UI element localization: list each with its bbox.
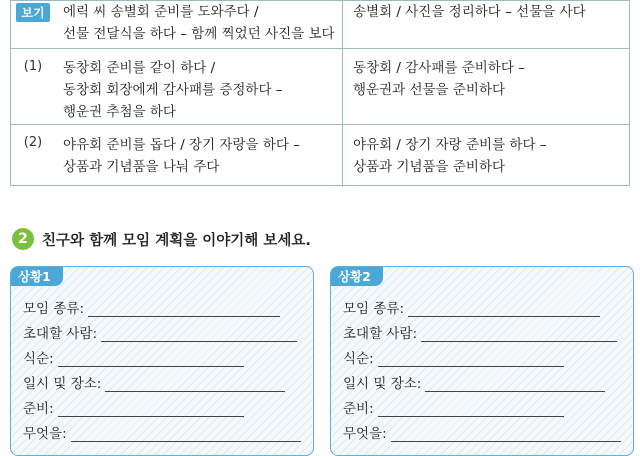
field-label: 무엇을:: [23, 426, 67, 442]
answer-blank[interactable]: [378, 351, 564, 367]
field-label: 준비:: [23, 401, 54, 417]
column-divider: [342, 1, 343, 48]
section-number-badge: 2: [12, 228, 34, 250]
column-divider: [342, 49, 343, 124]
answer-blank[interactable]: [71, 426, 301, 442]
row-number: (1): [23, 59, 43, 74]
form-field: [343, 422, 621, 442]
table-row: [11, 49, 629, 125]
form-field: [23, 347, 244, 367]
table-row-example: [11, 1, 629, 49]
answer-blank[interactable]: [105, 376, 285, 392]
example-left-line: 에릭 씨 송별회 준비를 도와주다 /: [63, 4, 259, 20]
example-badge: 보기: [16, 3, 49, 22]
situation-box-1: [10, 266, 314, 456]
field-label: 식순:: [23, 351, 54, 367]
row-number: (2): [23, 135, 43, 150]
form-field: [343, 397, 564, 417]
row-right-line: 상품과 기념품을 준비하다: [353, 159, 506, 175]
example-label: [15, 3, 51, 22]
row-left-line: 야유회 준비를 돕다 / 장기 자랑을 하다 –: [63, 137, 300, 153]
answer-blank[interactable]: [391, 426, 621, 442]
row-left-line: 동창회 준비를 같이 하다 /: [63, 60, 216, 76]
row-left-line: 동창회 회장에게 감사패를 증정하다 –: [63, 82, 283, 98]
row-right-line: 야유회 / 장기 자랑 준비를 하다 –: [353, 137, 547, 153]
example-right-cell: [353, 1, 623, 23]
field-label: 모임 종류:: [23, 301, 85, 317]
row-right-line: 행운권과 선물을 준비하다: [353, 82, 506, 98]
form-field: [343, 297, 600, 317]
field-label: 준비:: [343, 401, 374, 417]
field-label: 식순:: [343, 351, 374, 367]
form-field: [23, 422, 301, 442]
form-field: [343, 322, 617, 342]
situation-tab: 상황1: [10, 266, 63, 286]
row-right-cell: [353, 57, 623, 101]
section-title: 친구와 함께 모임 계획을 이야기해 보세요.: [42, 232, 311, 249]
answer-blank[interactable]: [101, 326, 297, 342]
form-field: [343, 347, 564, 367]
form-field: [23, 397, 244, 417]
field-label: 일시 및 장소:: [343, 376, 422, 392]
form-field: [343, 372, 605, 392]
row-left-cell: [63, 57, 339, 123]
answer-blank[interactable]: [378, 401, 564, 417]
example-left-line: 선물 전달식을 하다 – 함께 찍었던 사진을 보다: [63, 26, 335, 42]
form-field: [23, 297, 280, 317]
field-label: 초대할 사람:: [23, 326, 98, 342]
section-heading: [12, 227, 311, 251]
row-left-line: 상품과 기념품을 나눠 주다: [63, 159, 220, 175]
field-label: 일시 및 장소:: [23, 376, 102, 392]
answer-blank[interactable]: [408, 301, 600, 317]
row-left-line: 행운권 추첨을 하다: [63, 104, 176, 120]
field-label: 모임 종류:: [343, 301, 405, 317]
example-right-line: 송별회 / 사진을 정리하다 – 선물을 사다: [353, 4, 586, 20]
answer-blank[interactable]: [421, 326, 617, 342]
row-left-cell: [63, 134, 339, 178]
answer-blank[interactable]: [58, 401, 244, 417]
row-right-line: 동창회 / 감사패를 준비하다 –: [353, 60, 525, 76]
answer-blank[interactable]: [425, 376, 605, 392]
situation-tab: 상황2: [330, 266, 383, 286]
answer-blank[interactable]: [88, 301, 280, 317]
field-label: 초대할 사람:: [343, 326, 418, 342]
answer-blank[interactable]: [58, 351, 244, 367]
table-row: [11, 125, 629, 187]
row-right-cell: [353, 134, 623, 178]
example-left-cell: [63, 1, 339, 45]
situation-box-2: [330, 266, 634, 456]
example-table: [10, 0, 630, 186]
form-field: [23, 372, 285, 392]
field-label: 무엇을:: [343, 426, 387, 442]
form-field: [23, 322, 297, 342]
column-divider: [342, 125, 343, 187]
